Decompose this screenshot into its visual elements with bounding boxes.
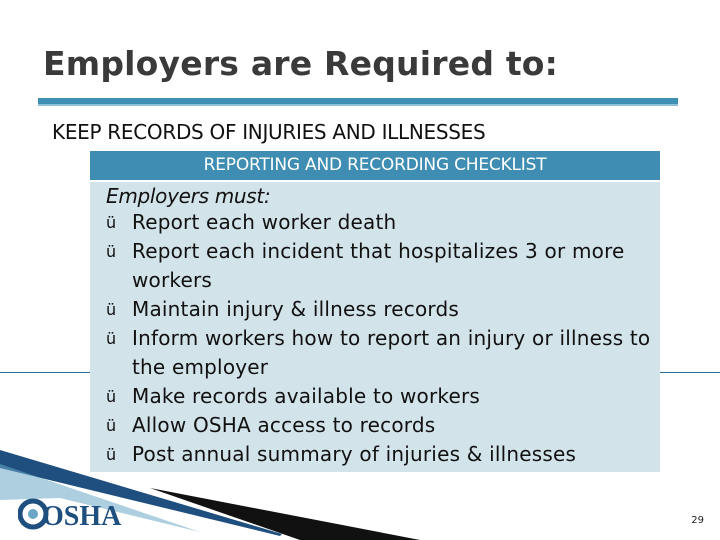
checkmark-icon: ü [106,416,117,435]
checklist-items [106,208,660,469]
checkmark-icon: ü [106,329,117,348]
checklist-item-text: Make records available to workers [132,384,481,408]
checklist-item-text: Report each incident that hospitalizes 3 or more workers [132,239,625,292]
checklist-item-text: Report each worker death [132,210,397,234]
checklist-item [106,208,660,237]
checklist-item [106,440,660,469]
reporting-checklist [90,151,660,472]
checklist-item [106,237,660,295]
checkmark-icon: ü [106,300,117,319]
checklist-item-text: Post annual summary of injuries & illnesses [132,442,577,466]
page-number: 29 [691,515,704,526]
checklist-header: REPORTING AND RECORDING CHECKLIST [90,151,660,180]
slide-title: Employers are Required to: [43,44,559,83]
checklist-item [106,295,660,324]
osha-logo-text: OSHA [42,501,122,532]
checklist-item [106,324,660,382]
checklist-intro: Employers must: [106,184,271,208]
osha-logo-center [28,509,38,519]
checklist-item-text: Maintain injury & illness records [132,297,460,321]
checklist-item-text: Allow OSHA access to records [132,413,436,437]
checkmark-icon: ü [106,242,117,261]
checklist-item-text: Inform workers how to report an injury or illness to the employer [132,326,651,379]
checklist-item [106,411,660,440]
section-subheading: KEEP RECORDS OF INJURIES AND ILLNESSES [52,120,486,144]
title-underline-shadow [38,104,678,106]
checklist-body [90,182,660,472]
checkmark-icon: ü [106,445,117,464]
checkmark-icon: ü [106,387,117,406]
checkmark-icon: ü [106,213,117,232]
osha-logo [18,496,128,532]
checklist-item [106,382,660,411]
